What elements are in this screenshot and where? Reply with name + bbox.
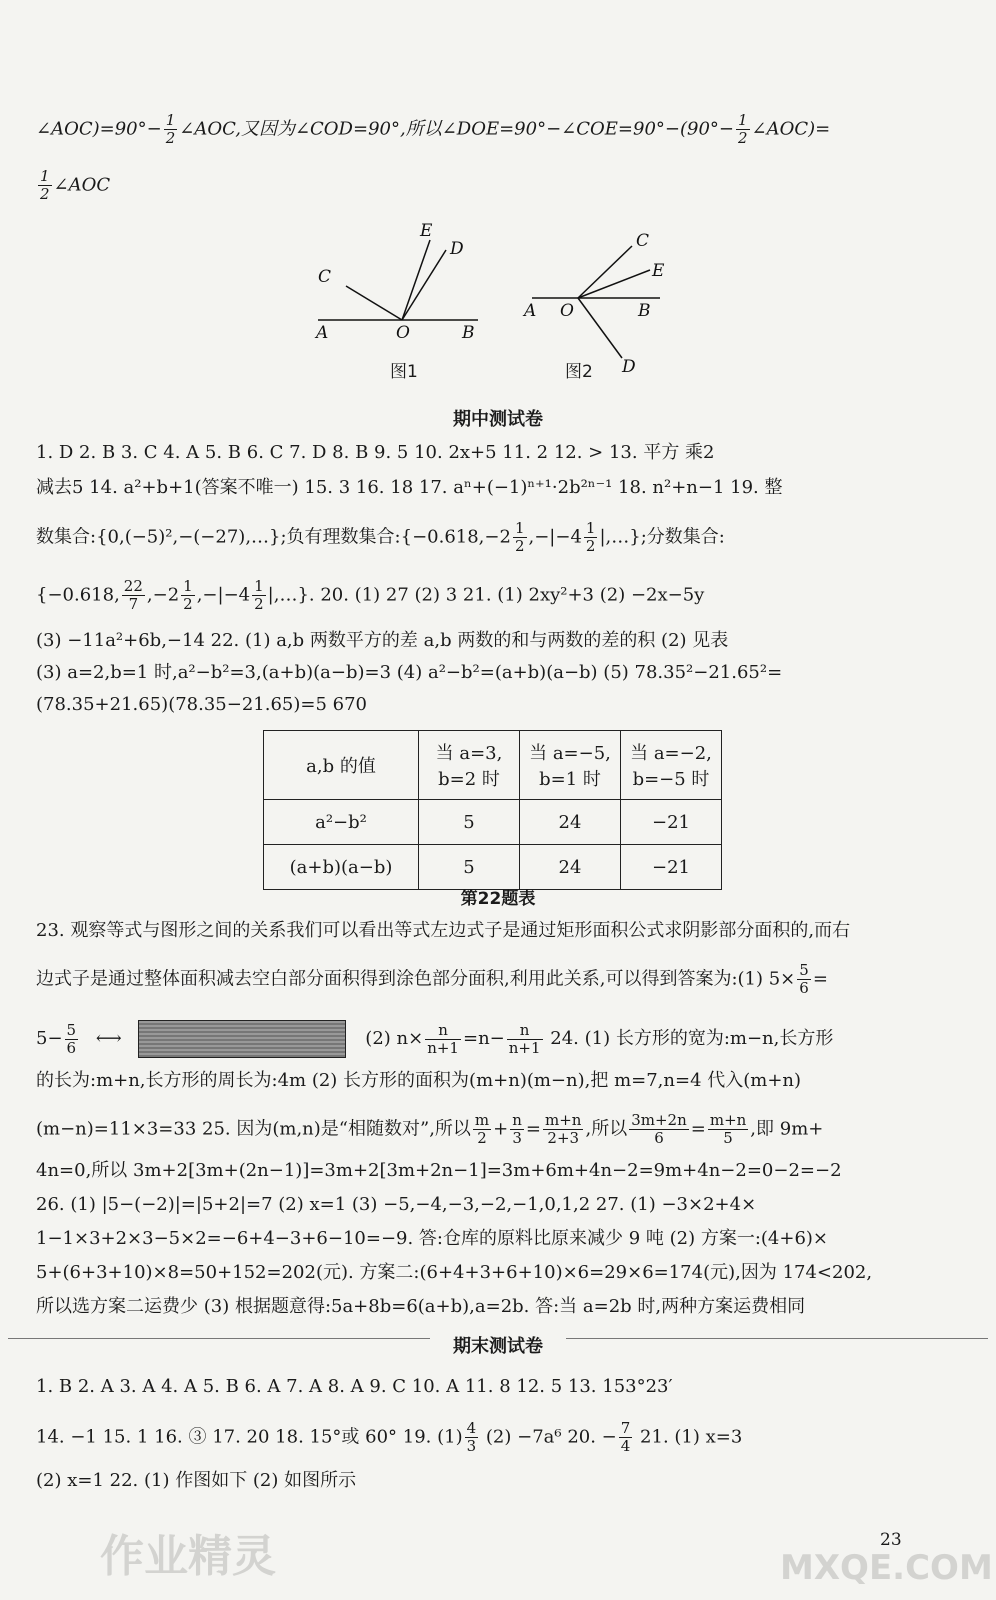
shaded-rectangle	[138, 1020, 346, 1058]
fig1-label-D: D	[450, 239, 464, 259]
q27-line-3: 所以选方案二运费少 (3) 根据题意得:5a+8b=6(a+b),a=2b. 答:当 a=2b 时,两种方案运费相同	[36, 1296, 806, 1317]
fraction-n-3: $\frac{n}{3}$	[512, 1111, 522, 1147]
midterm-line-4: {−0.618, $\frac{22}{7}$ ,−2 $\frac{1}{2}$ ,−|−4 $\frac{1}{2}$ |,…}. 20. (1) 27 (2) 3 21. (1) 2xy²+3 (2) −2x−5y	[36, 577, 705, 613]
table-cell: −21	[621, 800, 722, 845]
intro-text-c: ∠AOC)=	[751, 118, 831, 140]
double-arrow-icon: ⟷	[95, 1028, 122, 1049]
q27-line-2: 5+(6+3+10)×8=50+152=202(元). 方案二:(6+4+3+6+10)×6=29×6=174(元),因为 174<202,	[36, 1262, 873, 1283]
figure-2-caption: 图2	[565, 362, 593, 382]
fraction-half: $\frac{1}{2}$	[738, 111, 748, 147]
fraction-half: $\frac{1}{2}$	[183, 577, 193, 613]
midterm-line-2: 减去5 14. a²+b+1(答案不唯一) 15. 3 16. 18 17. aⁿ+(−1)ⁿ⁺¹·2b²ⁿ⁻¹ 18. n²+n−1 19. 整	[36, 477, 783, 498]
q23-line-3: 5− $\frac{5}{6}$ ⟷ (2) n× $\frac{n}{n+1}$ =n− $\frac{n}{n+1}$ 24. (1) 长方形的宽为:m−n,长方形	[36, 1020, 834, 1057]
page-number: 23	[880, 1530, 902, 1550]
fig1-label-B: B	[462, 323, 475, 343]
table-cell: 5	[419, 800, 520, 845]
fig2-label-B: B	[638, 301, 651, 321]
table-row	[264, 845, 722, 890]
intro-line-2	[36, 168, 966, 203]
fraction-n-n1: $\frac{n}{n+1}$	[508, 1020, 541, 1057]
table-cell: a,b 的值	[264, 731, 419, 800]
fraction-5-6: $\frac{5}{6}$	[799, 961, 809, 997]
midterm-line-7: (78.35+21.65)(78.35−21.65)=5 670	[36, 694, 367, 715]
fraction-4-3: $\frac{4}{3}$	[466, 1419, 477, 1455]
fraction-7-4: $\frac{7}{4}$	[620, 1419, 631, 1455]
watermark-text: MXQE.COM	[780, 1548, 993, 1588]
table-22-caption: 第22题表	[460, 889, 536, 909]
question-22-table	[263, 730, 722, 890]
midterm-line-3: 数集合:{0,(−5)²,−(−27),…};负有理数集合:{−0.618,−2 $\frac{1}{2}$ ,−|−4 $\frac{1}{2}$ |,…};分数集合:	[36, 519, 725, 555]
fraction-half: $\frac{1}{2}$	[514, 519, 525, 555]
q26-line: 26. (1) |5−(−2)|=|5+2|=7 (2) x=1 (3) −5,−4,−3,−2,−1,0,1,2 27. (1) −3×2+4×	[36, 1194, 757, 1215]
midterm-line-1: 1. D 2. B 3. C 4. A 5. B 6. C 7. D 8. B 9. 5 10. 2x+5 11. 2 12. > 13. 平方 乘2	[36, 442, 715, 463]
intro-text-2: ∠AOC	[53, 174, 111, 196]
angle-figures	[0, 220, 996, 390]
table-row	[264, 800, 722, 845]
intro-line-1	[36, 112, 966, 147]
table-cell: a²−b²	[264, 800, 419, 845]
fig1-label-O: O	[396, 323, 410, 343]
fig1-label-E: E	[420, 221, 433, 241]
table-cell: 当 a=−5, b=1 时	[520, 731, 621, 800]
table-cell: 24	[520, 800, 621, 845]
intro-text-a: ∠AOC)=90°−	[36, 118, 162, 140]
table-header-row	[264, 731, 722, 800]
table-cell: −21	[621, 845, 722, 890]
q24-line-2: (m−n)=11×3=33 25. 因为(m,n)是“相随数对”,所以 $\frac{m}{2}$ + $\frac{n}{3}$ = $\frac{m+n}{2+3}$ ,所以 $\frac{3m+2n}{6}$ = $\frac{m+n}{5}$ ,即 9m+	[36, 1111, 824, 1147]
q23-line-1: 23. 观察等式与图形之间的关系我们可以看出等式左边式子是通过矩形面积公式求阴影部分面积的,而右	[36, 920, 851, 941]
fig1-label-C: C	[318, 267, 332, 287]
fraction-5-6: $\frac{5}{6}$	[66, 1020, 77, 1057]
final-line-2: 14. −1 15. 1 16. ③ 17. 20 18. 15°或 60° 19. (1) $\frac{4}{3}$ (2) −7a⁶ 20. − $\frac{7}{4}$ 21. (1) x=3	[36, 1419, 743, 1455]
fig2-label-A: A	[524, 301, 537, 321]
fraction-3m2n-6: $\frac{3m+2n}{6}$	[631, 1111, 687, 1147]
fraction-half: $\frac{1}{2}$	[254, 577, 264, 613]
fig2-label-E: E	[652, 261, 665, 281]
table-cell: 当 a=3, b=2 时	[419, 731, 520, 800]
final-title: 期末测试卷	[430, 1332, 566, 1358]
q23-line-2: 边式子是通过整体面积减去空白部分面积得到涂色部分面积,利用此关系,可以得到答案为:(1) 5× $\frac{5}{6}$ =	[36, 961, 828, 997]
fig1-label-A: A	[316, 323, 329, 343]
table-cell: 24	[520, 845, 621, 890]
final-line-3: (2) x=1 22. (1) 作图如下 (2) 如图所示	[36, 1470, 357, 1491]
fraction-m-2: $\frac{m}{2}$	[474, 1111, 490, 1147]
fraction-half: $\frac{1}{2}$	[585, 519, 596, 555]
fraction-n-n1: $\frac{n}{n+1}$	[427, 1020, 459, 1057]
fig2-label-O: O	[560, 301, 574, 321]
q27-line-1: 1−1×3+2×3−5×2=−6+4−3+6−10=−9. 答:仓库的原料比原来减少 9 吨 (2) 方案一:(4+6)×	[36, 1228, 828, 1249]
q24-line-1: 的长为:m+n,长方形的周长为:4m (2) 长方形的面积为(m+n)(m−n),把 m=7,n=4 代入(m+n)	[36, 1070, 802, 1091]
watermark-stamp: 作业精灵	[100, 1531, 276, 1582]
midterm-line-6: (3) a=2,b=1 时,a²−b²=3,(a+b)(a−b)=3 (4) a²−b²=(a+b)(a−b) (5) 78.35²−21.65²=	[36, 662, 783, 683]
intro-text-b: ∠AOC,又因为∠COD=90°,所以∠DOE=90°−∠COE=90°−(90°−	[179, 118, 734, 140]
midterm-title: 期中测试卷	[453, 409, 543, 430]
table-cell: 当 a=−2, b=−5 时	[621, 731, 722, 800]
table-cell: 5	[419, 845, 520, 890]
fraction-22-7: $\frac{22}{7}$	[123, 577, 143, 613]
final-line-1: 1. B 2. A 3. A 4. A 5. B 6. A 7. A 8. A 9. C 10. A 11. 8 12. 5 13. 153°23′	[36, 1376, 673, 1397]
fig2-label-C: C	[636, 231, 650, 251]
table-cell: (a+b)(a−b)	[264, 845, 419, 890]
figure-1-caption: 图1	[390, 362, 418, 382]
fraction-half: $\frac{1}{2}$	[165, 111, 176, 147]
fraction-mn-5: $\frac{m+n}{5}$	[709, 1111, 747, 1147]
fig2-label-D: D	[622, 357, 636, 377]
midterm-line-5: (3) −11a²+6b,−14 22. (1) a,b 两数平方的差 a,b 两数的和与两数的差的积 (2) 见表	[36, 630, 729, 651]
fraction-mn-23: $\frac{m+n}{2+3}$	[545, 1111, 582, 1147]
fraction-half: $\frac{1}{2}$	[40, 167, 50, 203]
q25-line: 4n=0,所以 3m+2[3m+(2n−1)]=3m+2[3m+2n−1]=3m+6m+4n−2=9m+4n−2=0−2=−2	[36, 1160, 842, 1181]
